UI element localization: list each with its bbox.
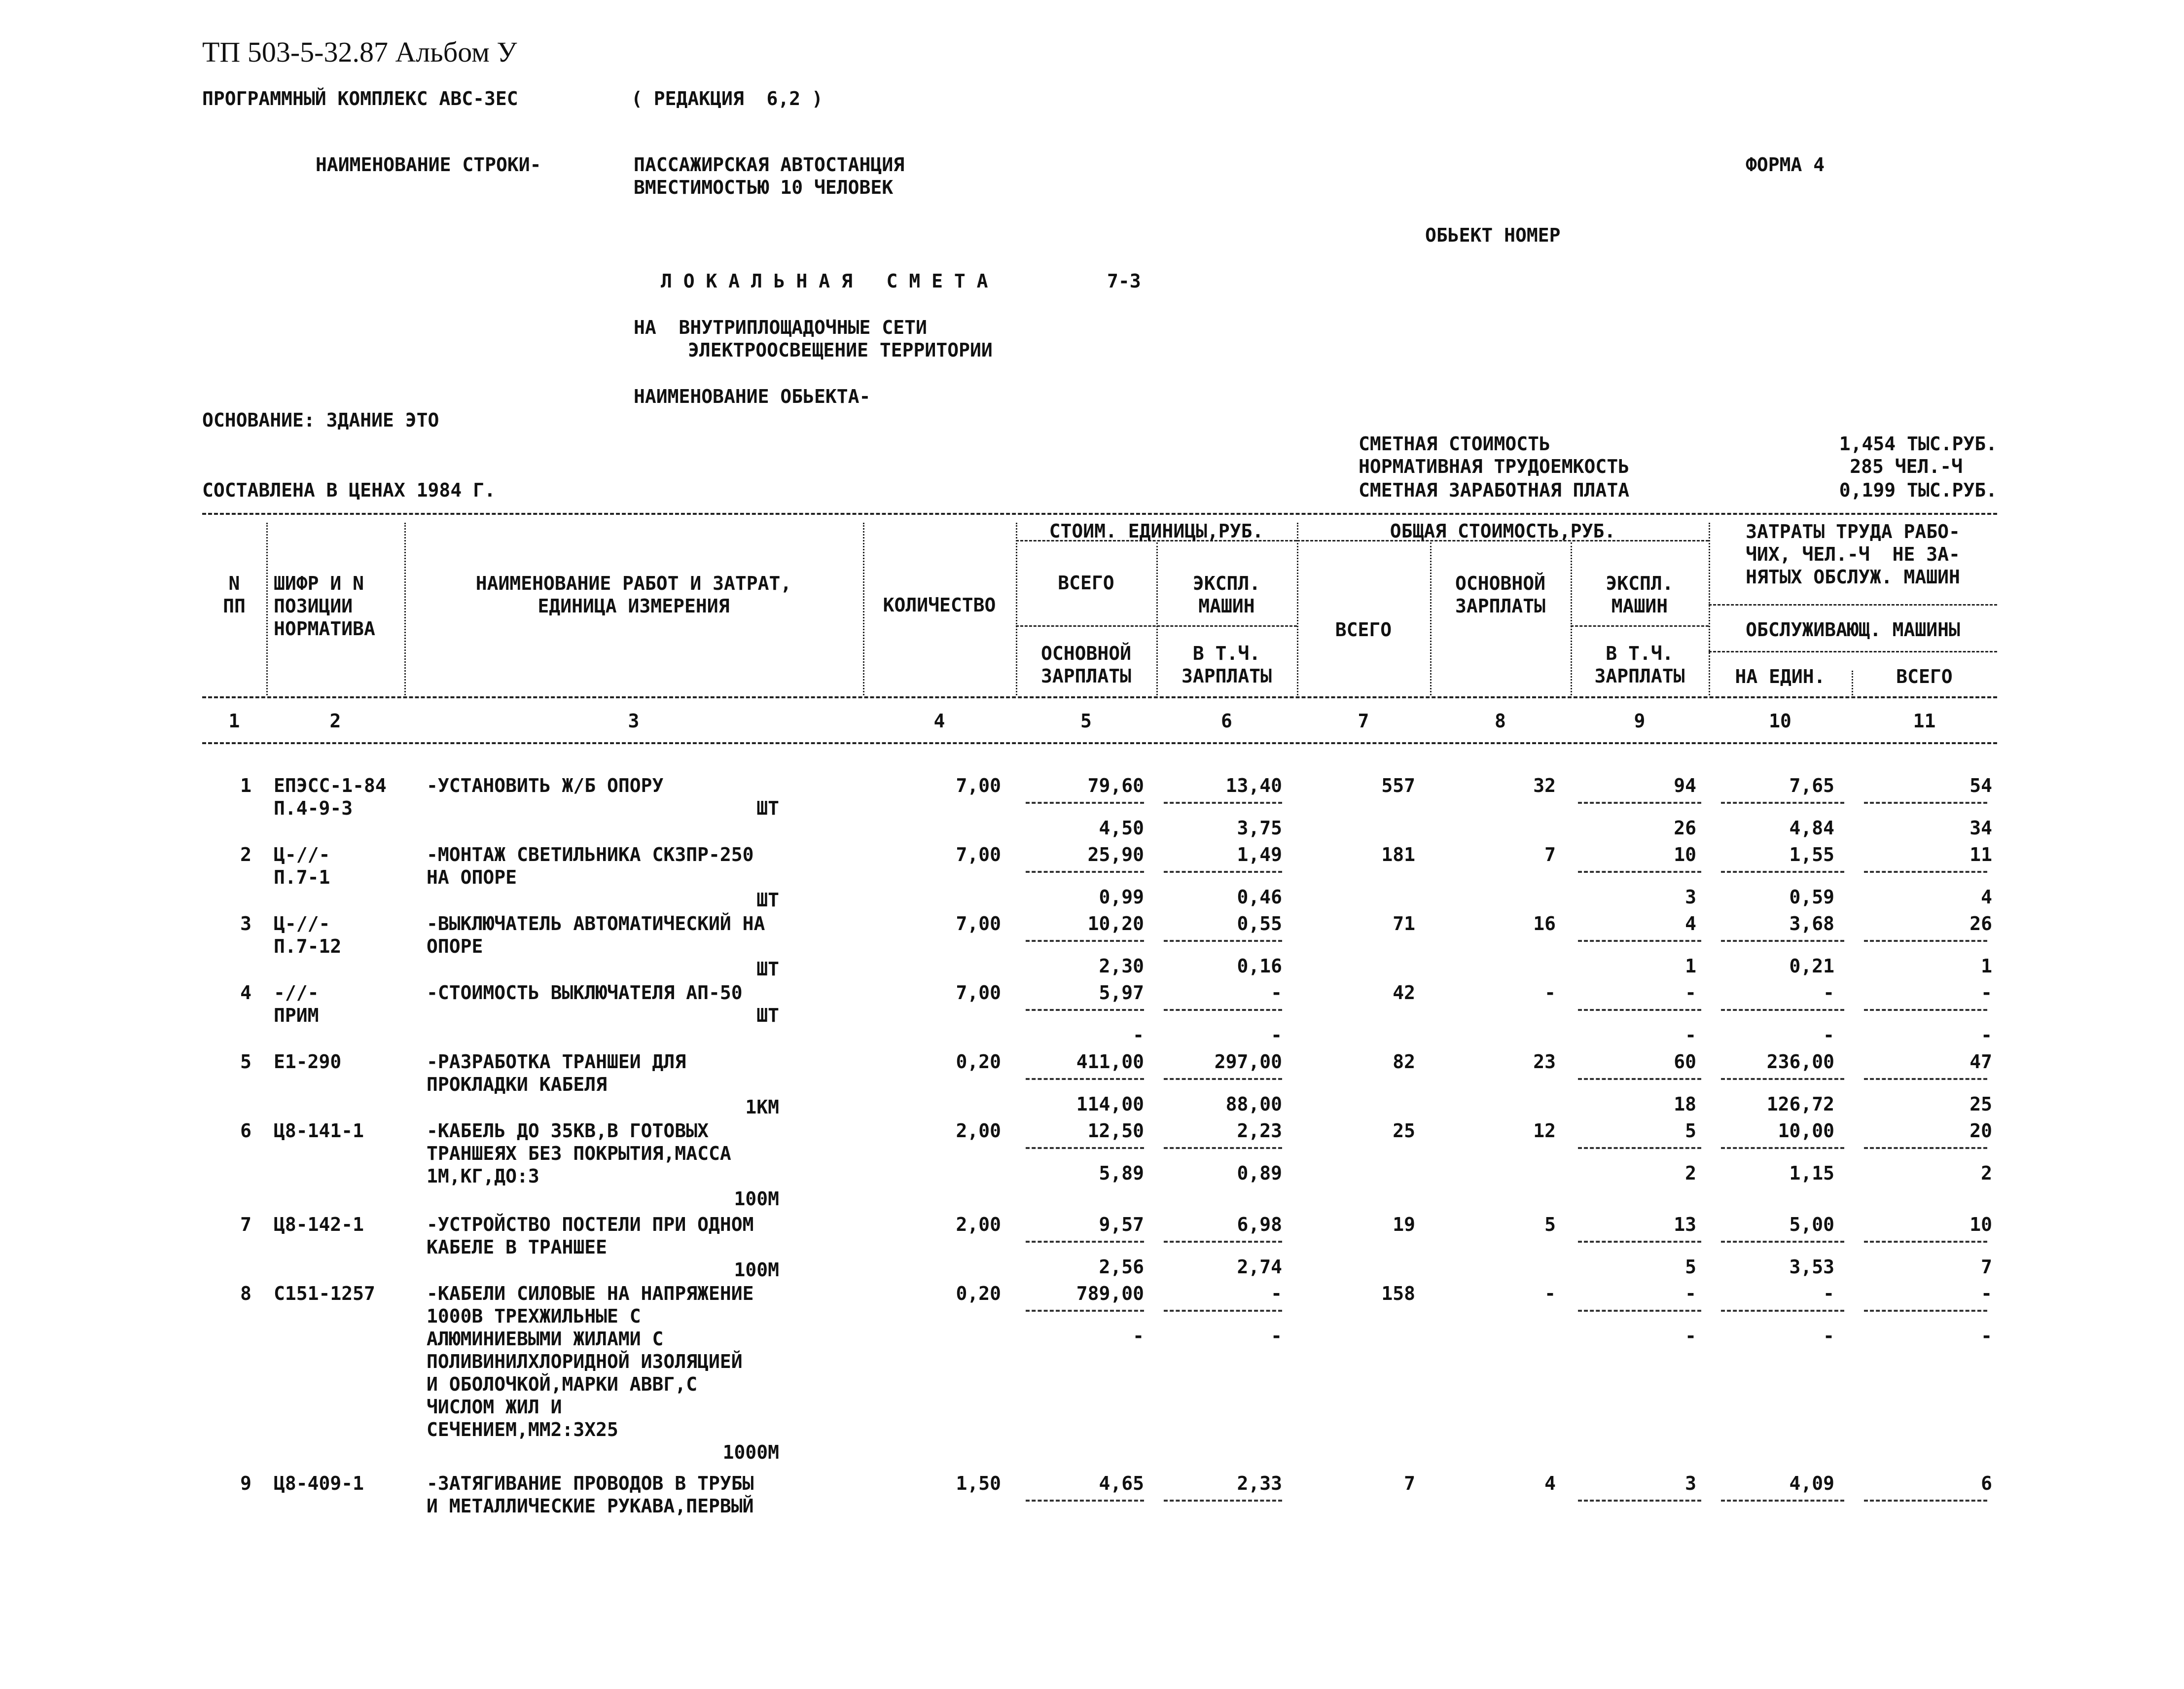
- row-unit: ШТ: [756, 797, 779, 819]
- cell-divider: [1164, 871, 1282, 873]
- row-c11-bottom: 25: [1969, 1093, 1992, 1115]
- row-c10-top: 236,00: [1766, 1051, 1834, 1073]
- header-col-7: ВСЕГО: [1335, 619, 1392, 641]
- row-c7: 557: [1381, 775, 1415, 796]
- row-c7: 42: [1393, 982, 1415, 1004]
- row-c7: 7: [1404, 1473, 1415, 1494]
- row-c6-bottom: -: [1271, 1325, 1282, 1347]
- summary-label-2: СМЕТНАЯ ЗАРАБОТНАЯ ПЛАТА: [1359, 479, 1630, 501]
- row-c11-bottom: 7: [1981, 1256, 1992, 1278]
- row-c10-top: -: [1823, 1283, 1834, 1304]
- row-qty: 7,00: [956, 844, 1001, 865]
- row-unit: ШТ: [756, 958, 779, 980]
- line-name-value-1: ПАССАЖИРСКАЯ АВТОСТАНЦИЯ: [634, 154, 905, 176]
- row-c10-bottom: 126,72: [1766, 1093, 1834, 1115]
- cell-divider: [1026, 1241, 1144, 1243]
- row-c5-bottom: -: [1133, 1325, 1144, 1347]
- row-qty: 7,00: [956, 913, 1001, 934]
- cell-divider: [1026, 1147, 1144, 1149]
- summary-label-0: СМЕТНАЯ СТОИМОСТЬ: [1359, 433, 1550, 455]
- cell-divider: [1864, 871, 1987, 873]
- row-c11-top: 11: [1969, 844, 1992, 865]
- cell-divider: [1864, 1009, 1987, 1011]
- row-unit: 100М: [734, 1259, 779, 1281]
- row-c6-top: 6,98: [1237, 1214, 1282, 1235]
- row-c5-top: 4,65: [1099, 1473, 1144, 1494]
- row-c9-top: 13: [1674, 1214, 1696, 1235]
- row-c11-top: 26: [1969, 913, 1992, 934]
- cell-divider: [1026, 1500, 1144, 1502]
- row-c7: 19: [1393, 1214, 1415, 1235]
- row-c10-top: 5,00: [1789, 1214, 1834, 1235]
- row-c11-bottom: -: [1981, 1024, 1992, 1046]
- row-c9-bottom: -: [1685, 1325, 1696, 1347]
- header-col-5-top: ВСЕГО: [1058, 572, 1114, 594]
- row-name: -РАЗРАБОТКА ТРАНШЕИ ДЛЯ ПРОКЛАДКИ КАБЕЛЯ: [427, 1051, 686, 1095]
- row-number: 6: [240, 1120, 251, 1142]
- row-code: Ц8-141-1: [274, 1120, 364, 1142]
- row-number: 8: [240, 1283, 251, 1304]
- row-c9-top: -: [1685, 1283, 1696, 1304]
- row-c6-bottom: 0,46: [1237, 886, 1282, 908]
- row-c6-top: 2,33: [1237, 1473, 1282, 1494]
- cell-divider: [1164, 1078, 1282, 1080]
- cell-divider: [1164, 1009, 1282, 1011]
- row-c7: 25: [1393, 1120, 1415, 1142]
- row-c5-bottom: 4,50: [1099, 817, 1144, 839]
- row-c10-bottom: 3,53: [1789, 1256, 1834, 1278]
- row-c10-bottom: 1,15: [1789, 1162, 1834, 1184]
- row-c5-top: 25,90: [1087, 844, 1144, 865]
- row-c8: 12: [1533, 1120, 1556, 1142]
- row-c5-top: 789,00: [1076, 1283, 1144, 1304]
- cell-divider: [1578, 802, 1701, 804]
- row-unit: ШТ: [756, 889, 779, 911]
- row-code: ЕПЭСС-1-84 П.4-9-3: [274, 775, 387, 819]
- row-unit: 1КМ: [745, 1096, 779, 1118]
- row-qty: 1,50: [956, 1473, 1001, 1494]
- row-code: Ц-//- П.7-12: [274, 913, 342, 957]
- cell-divider: [1864, 1241, 1987, 1243]
- row-number: 2: [240, 844, 251, 865]
- row-c10-bottom: 0,21: [1789, 955, 1834, 977]
- row-c10-top: 3,68: [1789, 913, 1834, 934]
- cell-divider: [1164, 1147, 1282, 1149]
- col-number: 11: [1913, 710, 1936, 732]
- row-c7: 71: [1393, 913, 1415, 934]
- row-name: -ВЫКЛЮЧАТЕЛЬ АВТОМАТИЧЕСКИЙ НА ОПОРЕ: [427, 913, 765, 957]
- row-c5-bottom: 2,30: [1099, 955, 1144, 977]
- header-col-11: ВСЕГО: [1896, 666, 1953, 687]
- labor-rule-1: [1709, 604, 1997, 606]
- row-c6-bottom: 3,75: [1237, 817, 1282, 839]
- line-name-label: НАИМЕНОВАНИЕ СТРОКИ-: [316, 154, 541, 176]
- cell-divider: [1721, 1147, 1844, 1149]
- cell-divider: [1864, 940, 1987, 942]
- row-c6-top: -: [1271, 982, 1282, 1004]
- row-unit: ШТ: [756, 1005, 779, 1026]
- row-c6-bottom: -: [1271, 1024, 1282, 1046]
- line-name-value-2: ВМЕСТИМОСТЬЮ 10 ЧЕЛОВЕК: [634, 177, 894, 198]
- row-c8: 23: [1533, 1051, 1556, 1073]
- header-labor-sub: ОБСЛУЖИВАЮЩ. МАШИНЫ: [1746, 619, 1960, 641]
- estimate-subject-1: НА ВНУТРИПЛОЩАДОЧНЫЕ СЕТИ: [634, 317, 927, 338]
- row-code: -//- ПРИМ: [274, 982, 319, 1026]
- cell-divider: [1578, 1241, 1701, 1243]
- row-c5-top: 5,97: [1099, 982, 1144, 1004]
- cell-divider: [1164, 1500, 1282, 1502]
- row-c5-top: 9,57: [1099, 1214, 1144, 1235]
- cell-divider: [1721, 1500, 1844, 1502]
- cell-divider: [1578, 1009, 1701, 1011]
- row-c9-bottom: 1: [1685, 955, 1696, 977]
- cell-divider: [1721, 1009, 1844, 1011]
- row-c9-top: 5: [1685, 1120, 1696, 1142]
- object-number: ОБЬЕКТ НОМЕР: [1425, 224, 1561, 246]
- row-qty: 2,00: [956, 1120, 1001, 1142]
- row-c8: 5: [1544, 1214, 1556, 1235]
- row-c11-top: -: [1981, 982, 1992, 1004]
- column-numbers-rule: [202, 742, 1997, 744]
- row-c8: 32: [1533, 775, 1556, 796]
- row-c9-top: 60: [1674, 1051, 1696, 1073]
- row-c5-bottom: 114,00: [1076, 1093, 1144, 1115]
- cell-divider: [1578, 1310, 1701, 1312]
- cell-divider: [1164, 1310, 1282, 1312]
- estimate-title: Л О К А Л Ь Н А Я С М Е Т А: [661, 270, 988, 292]
- header-col-8: ОСНОВНОЙ ЗАРПЛАТЫ: [1455, 573, 1546, 617]
- row-qty: 0,20: [956, 1051, 1001, 1073]
- col-number: 6: [1221, 710, 1232, 732]
- row-number: 7: [240, 1214, 251, 1235]
- row-c11-bottom: 1: [1981, 955, 1992, 977]
- row-c5-top: 10,20: [1087, 913, 1144, 934]
- row-c5-bottom: 5,89: [1099, 1162, 1144, 1184]
- row-number: 9: [240, 1473, 251, 1494]
- row-c8: -: [1544, 982, 1556, 1004]
- cell-divider: [1578, 940, 1701, 942]
- row-c5-top: 411,00: [1076, 1051, 1144, 1073]
- col-sep-6: [1297, 523, 1298, 695]
- basis: ОСНОВАНИЕ: ЗДАНИЕ ЭТО: [202, 409, 439, 431]
- cell-divider: [1026, 940, 1144, 942]
- row-c9-bottom: 2: [1685, 1162, 1696, 1184]
- edition: ( РЕДАКЦИЯ 6,2 ): [631, 88, 823, 109]
- header-col-6-bottom: В Т.Ч. ЗАРПЛАТЫ: [1181, 643, 1272, 687]
- row-c8: 16: [1533, 913, 1556, 934]
- row-c10-bottom: -: [1823, 1024, 1834, 1046]
- col-sep-1: [266, 523, 268, 695]
- row-c6-top: 0,55: [1237, 913, 1282, 934]
- row-unit: 100М: [734, 1188, 779, 1210]
- row-c11-bottom: -: [1981, 1325, 1992, 1347]
- row-c10-top: 10,00: [1778, 1120, 1834, 1142]
- document-title: ТП 503-5-32.87 Альбом У: [202, 36, 517, 68]
- row-c5-bottom: -: [1133, 1024, 1144, 1046]
- header-col-4: КОЛИЧЕСТВО: [883, 594, 996, 616]
- header-col-6-top: ЭКСПЛ. МАШИН: [1192, 573, 1261, 617]
- row-c6-top: 1,49: [1237, 844, 1282, 865]
- row-code: Е1-290: [274, 1051, 342, 1073]
- header-col-5-bottom: ОСНОВНОЙ ЗАРПЛАТЫ: [1040, 643, 1132, 687]
- row-c9-bottom: 5: [1685, 1256, 1696, 1278]
- row-number: 1: [240, 775, 251, 796]
- col-sep-7: [1430, 542, 1432, 695]
- row-c5-top: 79,60: [1087, 775, 1144, 796]
- col-number: 5: [1080, 710, 1092, 732]
- row-number: 3: [240, 913, 251, 934]
- cell-divider: [1578, 871, 1701, 873]
- row-c9-bottom: 26: [1674, 817, 1696, 839]
- table-top-rule: [202, 513, 1997, 515]
- col-number: 2: [329, 710, 341, 732]
- row-qty: 7,00: [956, 982, 1001, 1004]
- cell-divider: [1164, 1241, 1282, 1243]
- row-qty: 2,00: [956, 1214, 1001, 1235]
- object-name-label: НАИМЕНОВАНИЕ ОБЬЕКТА-: [634, 386, 871, 407]
- labor-rule-2: [1709, 651, 1997, 652]
- header-bottom-rule: [202, 696, 1997, 698]
- header-col-1: N ПП: [223, 573, 246, 617]
- row-number: 4: [240, 982, 251, 1004]
- row-c11-top: -: [1981, 1283, 1992, 1304]
- prices-year: СОСТАВЛЕНА В ЦЕНАХ 1984 Г.: [202, 479, 496, 501]
- row-unit: 1000М: [722, 1441, 779, 1463]
- program-name: ПРОГРАММНЫЙ КОМПЛЕКС АВС-ЗЕС: [202, 88, 518, 109]
- row-name: -КАБЕЛИ СИЛОВЫЕ НА НАПРЯЖЕНИЕ 1000В ТРЕХЖИЛЬНЫЕ С АЛЮМИНИЕВЫМИ ЖИЛАМИ С ПОЛИВИНИЛХЛОРИДНОЙ ИЗОЛЯЦИЕЙ И ОБОЛОЧКОЙ,МАРКИ АВВГ,С ЧИСЛОМ ЖИЛ И СЕЧЕНИЕМ,ММ2:3Х25: [427, 1283, 754, 1440]
- row-name: -УСТРОЙСТВО ПОСТЕЛИ ПРИ ОДНОМ КАБЕЛЕ В ТРАНШЕЕ: [427, 1214, 754, 1258]
- row-c11-top: 54: [1969, 775, 1992, 796]
- cell-divider: [1026, 871, 1144, 873]
- row-c7: 82: [1393, 1051, 1415, 1073]
- row-c6-bottom: 2,74: [1237, 1256, 1282, 1278]
- row-code: Ц8-142-1: [274, 1214, 364, 1235]
- summary-label-1: НОРМАТИВНАЯ ТРУДОЕМКОСТЬ: [1359, 456, 1630, 477]
- row-c9-bottom: 3: [1685, 886, 1696, 908]
- cell-divider: [1721, 802, 1844, 804]
- row-c11-top: 20: [1969, 1120, 1992, 1142]
- row-c6-bottom: 88,00: [1225, 1093, 1282, 1115]
- row-c6-bottom: 0,16: [1237, 955, 1282, 977]
- summary-value-2: 0,199 ТЫС.РУБ.: [1839, 479, 1997, 501]
- header-labor: ЗАТРАТЫ ТРУДА РАБО- ЧИХ, ЧЕЛ.-Ч НЕ ЗА- НЯТЫХ ОБСЛУЖ. МАШИН: [1746, 521, 1960, 588]
- header-col-3: НАИМЕНОВАНИЕ РАБОТ И ЗАТРАТ, ЕДИНИЦА ИЗМЕРЕНИЯ: [475, 573, 792, 617]
- row-c5-bottom: 0,99: [1099, 886, 1144, 908]
- cell-divider: [1164, 802, 1282, 804]
- cell-divider: [1026, 1310, 1144, 1312]
- row-c9-top: 3: [1685, 1473, 1696, 1494]
- row-c10-bottom: -: [1823, 1325, 1834, 1347]
- row-c9-top: 94: [1674, 775, 1696, 796]
- total-cost-mid-rule: [1571, 625, 1709, 627]
- row-code: С151-1257: [274, 1283, 375, 1304]
- row-c9-bottom: -: [1685, 1024, 1696, 1046]
- estimate-subject-2: ЭЛЕКТРООСВЕЩЕНИЕ ТЕРРИТОРИИ: [688, 339, 993, 361]
- cell-divider: [1721, 1241, 1844, 1243]
- cell-divider: [1578, 1147, 1701, 1149]
- row-c6-bottom: 0,89: [1237, 1162, 1282, 1184]
- row-code: Ц8-409-1: [274, 1473, 364, 1494]
- col-number: 8: [1495, 710, 1506, 732]
- cell-divider: [1164, 940, 1282, 942]
- row-c9-top: -: [1685, 982, 1696, 1004]
- summary-value-0: 1,454 ТЫС.РУБ.: [1839, 433, 1997, 455]
- header-col-9: ЭКСПЛ. МАШИН: [1606, 573, 1674, 617]
- row-c9-top: 10: [1674, 844, 1696, 865]
- header-col-9-bottom: В Т.Ч. ЗАРПЛАТЫ: [1594, 643, 1685, 687]
- row-c6-top: -: [1271, 1283, 1282, 1304]
- cell-divider: [1864, 1310, 1987, 1312]
- cell-divider: [1721, 1078, 1844, 1080]
- row-c9-top: 4: [1685, 913, 1696, 934]
- cell-divider: [1864, 1078, 1987, 1080]
- estimate-number: 7-3: [1107, 270, 1141, 292]
- row-number: 5: [240, 1051, 251, 1073]
- row-name: -КАБЕЛЬ ДО 35КВ,В ГОТОВЫХ ТРАНШЕЯХ БЕЗ ПОКРЫТИЯ,МАССА 1М,КГ,ДО:3: [427, 1120, 731, 1187]
- form-label: ФОРМА 4: [1746, 154, 1825, 176]
- cell-divider: [1578, 1500, 1701, 1502]
- cell-divider: [1721, 871, 1844, 873]
- summary-value-1: 285 ЧЕЛ.-Ч: [1850, 456, 1963, 477]
- cell-divider: [1026, 1078, 1144, 1080]
- row-c6-top: 2,23: [1237, 1120, 1282, 1142]
- header-col-2: ШИФР И N ПОЗИЦИИ НОРМАТИВА: [274, 573, 375, 640]
- row-c8: -: [1544, 1283, 1556, 1304]
- cell-divider: [1721, 940, 1844, 942]
- row-c10-top: 1,55: [1789, 844, 1834, 865]
- row-c10-top: 4,09: [1789, 1473, 1834, 1494]
- row-qty: 0,20: [956, 1283, 1001, 1304]
- row-c11-bottom: 2: [1981, 1162, 1992, 1184]
- col-number: 1: [228, 710, 240, 732]
- header-total-cost: ОБЩАЯ СТОИМОСТЬ,РУБ.: [1390, 520, 1616, 542]
- cell-divider: [1578, 1078, 1701, 1080]
- row-c10-top: -: [1823, 982, 1834, 1004]
- col-number: 9: [1634, 710, 1646, 732]
- row-c10-bottom: 4,84: [1789, 817, 1834, 839]
- row-c5-bottom: 2,56: [1099, 1256, 1144, 1278]
- row-c10-bottom: 0,59: [1789, 886, 1834, 908]
- col-number: 4: [933, 710, 945, 732]
- row-c9-bottom: 18: [1674, 1093, 1696, 1115]
- row-c10-top: 7,65: [1789, 775, 1834, 796]
- col-number: 7: [1358, 710, 1369, 732]
- row-c7: 181: [1381, 844, 1415, 865]
- row-name: -УСТАНОВИТЬ Ж/Б ОПОРУ: [427, 775, 664, 796]
- row-c8: 4: [1544, 1473, 1556, 1494]
- row-c7: 158: [1381, 1283, 1415, 1304]
- unit-cost-mid-rule: [1016, 625, 1297, 627]
- row-c8: 7: [1544, 844, 1556, 865]
- row-c6-top: 297,00: [1214, 1051, 1282, 1073]
- row-c11-bottom: 4: [1981, 886, 1992, 908]
- row-c11-top: 6: [1981, 1473, 1992, 1494]
- row-name: -СТОИМОСТЬ ВЫКЛЮЧАТЕЛЯ АП-50: [427, 982, 743, 1004]
- row-c6-top: 13,40: [1225, 775, 1282, 796]
- cell-divider: [1864, 802, 1987, 804]
- col-number: 3: [628, 710, 640, 732]
- header-unit-cost: СТОИМ. ЕДИНИЦЫ,РУБ.: [1049, 520, 1264, 542]
- header-col-10: НА ЕДИН.: [1735, 666, 1826, 687]
- cell-divider: [1721, 1310, 1844, 1312]
- row-code: Ц-//- П.7-1: [274, 844, 330, 888]
- col-number: 10: [1769, 710, 1791, 732]
- row-c11-bottom: 34: [1969, 817, 1992, 839]
- cell-divider: [1864, 1147, 1987, 1149]
- row-name: -ЗАТЯГИВАНИЕ ПРОВОДОВ В ТРУБЫ И МЕТАЛЛИЧЕСКИЕ РУКАВА,ПЕРВЫЙ: [427, 1473, 754, 1517]
- row-c11-top: 10: [1969, 1214, 1992, 1235]
- row-c11-top: 47: [1969, 1051, 1992, 1073]
- row-c5-top: 12,50: [1087, 1120, 1144, 1142]
- cell-divider: [1026, 1009, 1144, 1011]
- row-name: -МОНТАЖ СВЕТИЛЬНИКА СКЗПР-250 НА ОПОРЕ: [427, 844, 754, 888]
- cell-divider: [1864, 1500, 1987, 1502]
- cell-divider: [1026, 802, 1144, 804]
- row-qty: 7,00: [956, 775, 1001, 796]
